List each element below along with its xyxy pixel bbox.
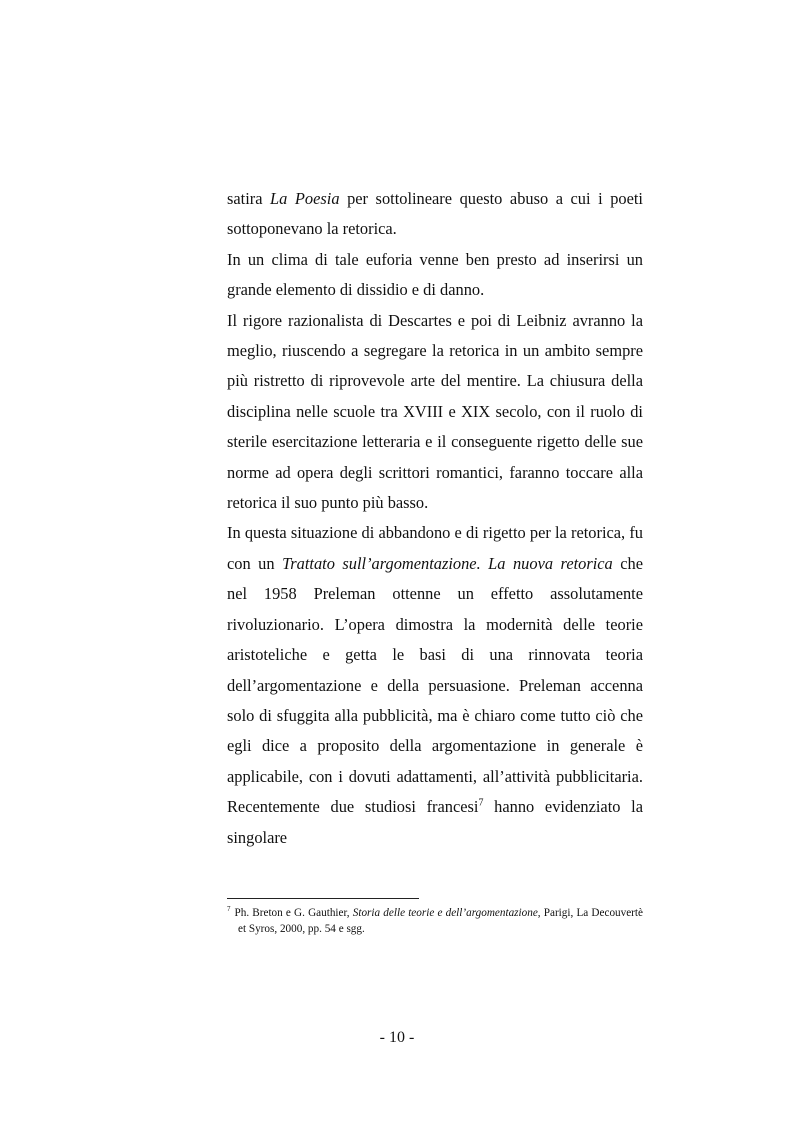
paragraph-4 — [227, 518, 643, 852]
paragraph-3: Il rigore razionalista di Descartes e poi di Leibniz avranno la meglio, riuscendo a segregare la retorica in un ambito sempre più ristretto di riprovevole arte del mentire. La chiusura della disciplina nelle scuole tra XVIII e XIX secolo, con il ruolo di sterile esercitazione letteraria e il conseguente rigetto delle sue norme ad opera degli scrittori romantici, faranno toccare alla retorica il suo punto più basso. — [227, 310, 643, 513]
paragraph-4-text-b: che nel 1958 Preleman ottenne un effetto assolutamente rivoluzionario. L’opera dimostra la modernità delle teorie aristoteliche e getta le basi di una rinnovata teoria dell’argomentazione e della persuasione. Preleman accenna solo di sfuggita alla pubblicità, ma è chiaro come tutto ciò che egli dice a proposito della argomentazione in generale è applicabile, con i dovuti adattamenti, all’attività pubblicitaria. Recentemente due studiosi francesi — [227, 553, 643, 817]
body-text — [227, 184, 643, 853]
italic-title-trattato: Trattato sull’argomentazione. La nuova retorica — [282, 553, 613, 573]
paragraph-2: In un clima di tale euforia venne ben presto ad inserirsi un grande elemento di dissidio e di danno. — [227, 249, 643, 300]
paragraph-1 — [227, 184, 643, 245]
footnote — [227, 905, 643, 937]
paragraph-1-text-b: per sottolineare questo abuso a cui i poeti sottoponevano la retorica. — [227, 189, 643, 239]
footnote-separator — [227, 898, 419, 899]
footnote-text-b: , Parigi, La Decouvertè et Syros, 2000, pp. 54 e sgg. — [238, 907, 643, 935]
footnote-italic-title: Storia delle teorie e dell’argomentazione — [352, 907, 538, 919]
italic-title-la-poesia: La Poesia — [270, 189, 340, 208]
paragraph-4-text-c: hanno evidenziato la singolare — [227, 797, 643, 847]
page-number: - 10 - — [379, 1029, 415, 1046]
footnote-text-a: Ph. Breton e G. Gauthier, — [234, 907, 353, 919]
footnote-number: 7 — [227, 905, 231, 914]
paragraph-1-text-a: satira — [227, 189, 271, 208]
footnote-reference[interactable]: 7 — [478, 797, 484, 809]
paragraph-4-text-a: In questa situazione di abbandono e di rigetto per la retorica, fu con un — [227, 523, 643, 573]
